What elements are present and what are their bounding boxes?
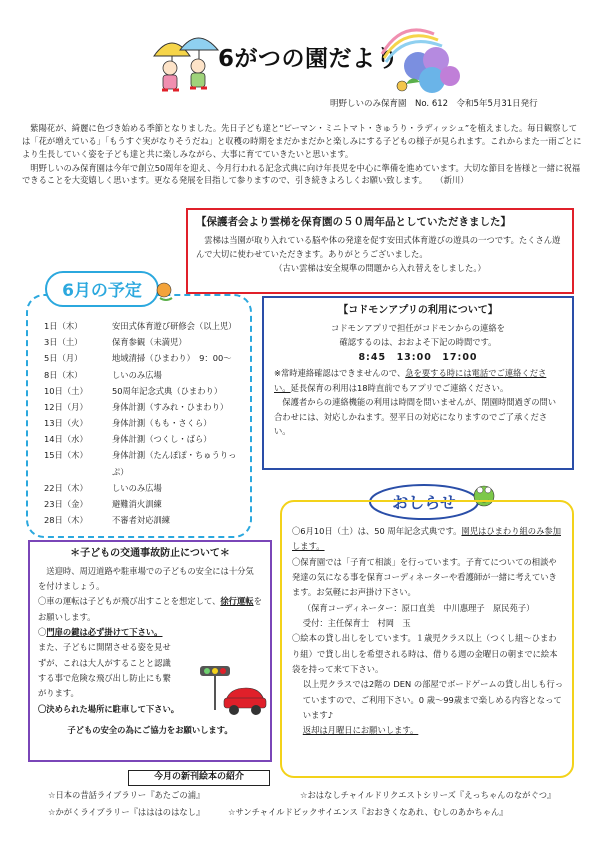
schedule-date: 28日（木）: [44, 515, 88, 526]
codmon-times: 8:45 13:00 17:00: [358, 351, 478, 363]
schedule-event: 不審者対応訓練: [112, 515, 171, 526]
codmon-app-notice: [262, 296, 574, 470]
schedule-event: 身体計測（もも・さくら）: [112, 418, 212, 429]
schedule-event: しいのみ広場: [112, 482, 162, 493]
snail-icon: [397, 81, 407, 91]
traffic-closing: 子どもの安全の為にご協力をお願いします。: [67, 724, 233, 735]
schedule-row: [44, 318, 240, 334]
schedule-date: 13日（火）: [44, 418, 88, 429]
schedule-event: 身体計測（すみれ・ひまわり）: [112, 401, 229, 412]
oshirase-badge-text: おしらせ: [392, 493, 456, 512]
schedule-row: [44, 512, 240, 528]
schedule-row: [44, 480, 240, 496]
schedule-date: 23日（金）: [44, 498, 88, 509]
traffic-item-2-b: 門扉の鍵は必ず掛けて下さい。: [46, 626, 163, 637]
schedule-date: 3日（土）: [44, 337, 83, 348]
cloud-ladder-title: 【保護者会より雲梯を保育園の５０周年品としていただきました】: [196, 216, 511, 228]
schedule-row: [44, 496, 240, 512]
traffic-safety-box: [28, 540, 272, 762]
schedule-event: 身体計測（つくし・ばら）: [112, 434, 212, 445]
announcement-1-b: 園児はひまわり組のみ参加します。: [292, 526, 561, 552]
schedule-row: [44, 431, 240, 447]
schedule-row: [44, 350, 240, 366]
intro-paragraph-2: 明野しいのみ保育園は今年で創立50周年を迎え、今月行われる記念式典に向け年長児を中心に準備を進めています。大切な節目を皆様と一緒に祝福できることを大変嬉しく思います。更なる発展を目指して参りますので、引き続きよろしくお願い致します。 （新川）: [22, 162, 580, 186]
schedule-date: 1日（木）: [44, 321, 83, 331]
schedule-event: 避難消火訓練: [112, 498, 162, 509]
codmon-line-2: 確認するのは、おおよそ下記の時間です。: [339, 337, 497, 348]
announcement-1-a: 〇6月10日（土）は、50 周年記念式典です。: [292, 526, 462, 536]
codmon-p1-b: 急を要する時には電話でご連絡ください。: [274, 368, 547, 393]
codmon-paragraph-1: [274, 366, 562, 395]
codmon-p1-a: ※常時連絡確認はできませんので、: [274, 368, 406, 379]
new-books-title: 今月の新刊絵本の紹介: [128, 770, 270, 786]
schedule-row: [44, 334, 240, 350]
cloud-ladder-notice: [186, 208, 574, 294]
traffic-item-1-c: をお願いします。: [38, 596, 262, 622]
intro-text: [22, 122, 582, 188]
schedule-date: 12日（月）: [44, 401, 88, 412]
page-title: 6がつの園だより: [218, 46, 400, 72]
book-item: ☆かがくライブラリー『はははのはなし』: [48, 807, 205, 817]
traffic-intro: 送迎時、周辺道路や駐車場での子どもの安全には十分気を付けましょう。: [38, 565, 254, 591]
schedule-event: しいのみ広場: [112, 369, 162, 380]
schedule-date: 10日（土）: [44, 385, 88, 396]
hydrangea-illustration: [372, 24, 462, 98]
traffic-item-1-a: 〇車の運転は子どもが飛び出すことを想定して、: [38, 596, 221, 607]
return-line: 返却は月曜日にお願いします。: [302, 725, 419, 736]
cloud-ladder-note: （古い雲梯は安全規準の問題から入れ替えをしました。）: [274, 263, 486, 274]
traffic-item-2-a: 〇: [38, 626, 47, 637]
traffic-item-1-b: 徐行運転: [220, 596, 254, 607]
schedule-event: 保育参観（未満児）: [112, 337, 187, 348]
codmon-title: 【コドモンアプリの利用について】: [338, 305, 498, 316]
traffic-title: ＊子どもの交通事故防止について＊: [70, 548, 230, 559]
traffic-item-1: [38, 594, 262, 625]
issue-line: 明野しいのみ保育園 No. 612 令和5年5月31日発行: [330, 99, 538, 109]
book-item: ☆日本の昔話ライブラリー『あたごの浦』: [48, 790, 205, 800]
schedule-event: 50周年記念式典（ひまわり）: [112, 385, 223, 396]
june-schedule-badge-text: 6月の予定: [62, 281, 142, 301]
reception-line: 受付：主任保育士 村岡 玉: [302, 618, 411, 629]
board-game-line: 以上児クラスでは2階の DEN の部屋でボードゲームの貸し出しも行っていますので、ご利用下さい。0 歳～99歳まで楽しめる内容となっています♪: [302, 679, 564, 721]
traffic-item-3: 〇決められた場所に駐車して下さい。: [38, 703, 180, 714]
schedule-row: [44, 447, 240, 479]
intro-paragraph-1: 紫陽花が、綺麗に色づき始める季節となりました。先日子ども達と“ピーマン・ミニトマト・きゅうり・ラディッシュ”を植えました。毎日観察しては「花が増えている」「もうすぐ実がなりそうだね」と収穫の時期をまだかまだかと楽しみにする子どもの様子が見られます。これからまた一雨ごとにより生長していく姿を子ども達と共に楽しみながら、大事に育てていきたいと思います。: [22, 123, 582, 159]
schedule-date: 8日（木）: [44, 369, 83, 380]
schedule-event: 地域清掃（ひまわり） 9：00～: [112, 353, 232, 364]
schedule-date: 22日（木）: [44, 482, 88, 493]
announcement-1: [292, 524, 564, 555]
announcement-3: 〇絵本の貸し出しをしています。１歳児クラス以上（つくし組～ひまわり組）で貸し出しを希望される時は、借りる週の金曜日の朝までに絵本袋を持って来て下さい。: [292, 633, 558, 675]
book-item: ☆サンチャイルドビックサイエンス『おおきくなあれ、むしのあかちゃん』: [228, 807, 508, 817]
schedule-row: [44, 383, 240, 399]
book-item: ☆おはなしチャイルドリクエストシリーズ『えっちゃんのながぐつ』: [300, 790, 556, 800]
cloud-ladder-body: 雲梯は当園が取り入れている脳や体の発達を促す安田式体育遊びの遊具の一つです。たくさん遊んで大切に使わせていただきます。ありがとうございました。: [196, 235, 561, 260]
schedule-date: 5日（月）: [44, 353, 83, 364]
children-umbrella-illustration: [150, 28, 222, 96]
june-schedule: [26, 294, 252, 538]
codmon-paragraph-2: 保護者からの連絡機能の利用は時間を問いませんが、閉園時間過ぎの問い合わせには、対応しかねます。翌平日の対応になりますのでご了承ください。: [274, 397, 557, 437]
schedule-date: 15日（木）: [44, 450, 88, 461]
schedule-row: [44, 399, 240, 415]
june-schedule-badge: [44, 268, 174, 310]
traffic-light-car-illustration: [196, 660, 268, 720]
codmon-p1-c: 延長保育の利用は18時直前でもアプリでご連絡ください。: [290, 382, 509, 393]
schedule-row: [44, 415, 240, 431]
traffic-item-2-c: また、子どもに開閉させる姿を見せずが、これは大人がすることと認識する事で危険な飛び出し防止にも繋がります。: [38, 642, 171, 699]
schedule-event: 身体計測（たんぽぽ・ちゅうりっぷ）: [112, 450, 237, 477]
coordinator-line: （保育コーディネーター：原口直美 中川惠理子 原民苑子）: [302, 602, 535, 613]
schedule-row: [44, 367, 240, 383]
announcements-box: [280, 500, 574, 778]
codmon-line-1: コドモンアプリで担任がコドモンからの連絡を: [331, 322, 505, 333]
schedule-date: 14日（水）: [44, 434, 88, 445]
announcement-2: 〇保育園では「子育て相談」を行っています。子育てについての相談や発達の気になる事を保育コーディネーターや看護師が一緒に考えていきます。お気軽にお声掛け下さい。: [292, 556, 557, 598]
schedule-event: 安田式体育遊び研修会（以上児）: [112, 321, 237, 331]
